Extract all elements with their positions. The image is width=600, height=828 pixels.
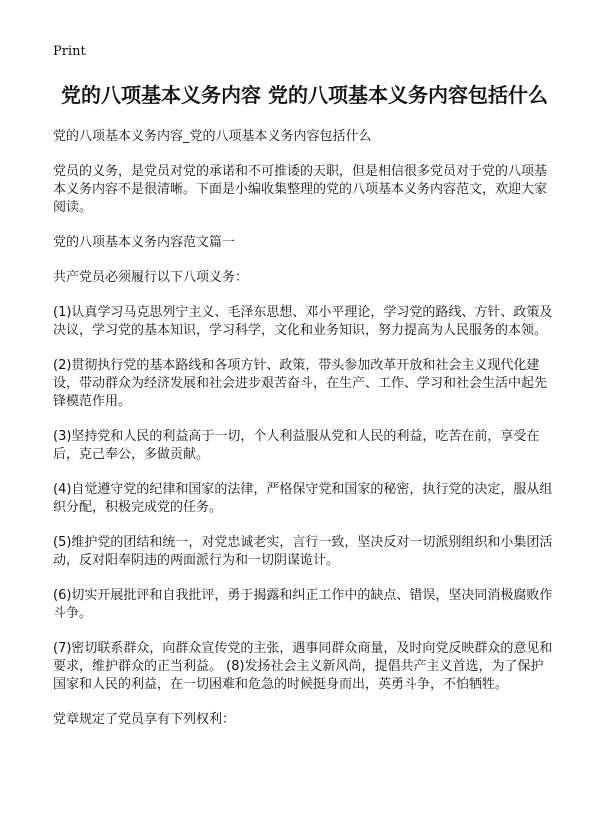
lead-paragraph: 共产党员必须履行以下八项义务： bbox=[53, 270, 249, 285]
duty-item-5: (5)维护党的团结和统一，对党忠诚老实，言行一致，坚决反对一切派别组织和小集团活动，反对阳奉阴违的两面派行为和一切阴谋诡计。 bbox=[53, 535, 553, 568]
duty-item-3: (3)坚持党和人民的利益高于一切，个人利益服从党和人民的利益，吃苦在前，享受在后，克己奉公，多做贡献。 bbox=[53, 429, 540, 462]
print-link[interactable]: Print bbox=[53, 44, 86, 59]
duty-item-2: (2)贯彻执行党的基本路线和各项方针、政策，带头参加改革开放和社会主义现代化建设，带动群众为经济发展和社会进步艰苦奋斗，在生产、工作、学习和社会生活中起先锋模范作用。 bbox=[53, 358, 548, 409]
page-title: 党的八项基本义务内容 党的八项基本义务内容包括什么 bbox=[61, 83, 548, 107]
duty-item-6: (6)切实开展批评和自我批评，勇于揭露和纠正工作中的缺点、错误，坚决同消极腐败作斗争。 bbox=[53, 588, 553, 621]
document-subtitle: 党的八项基本义务内容_党的八项基本义务内容包括什么 bbox=[53, 129, 372, 144]
duty-item-7-8: (7)密切联系群众，向群众宣传党的主张，遇事同群众商量，及时向党反映群众的意见和要求，维护群众的正当利益。 (8)发扬社会主义新风尚，提倡共产主义首选，为了保护国家和人民的利益，在一切困难和危急的时候挺身而出，英勇斗争，不怕牺牲。 bbox=[53, 641, 553, 692]
intro-paragraph: 党员的义务，是党员对党的承诺和不可推诿的天职，但是相信很多党员对于党的八项基本义务内容不是很清晰。下面是小编收集整理的党的八项基本义务内容范文，欢迎大家阅读。 bbox=[53, 164, 548, 215]
section-heading: 党的八项基本义务内容范文篇一 bbox=[53, 235, 236, 250]
duty-item-4: (4)自觉遵守党的纪律和国家的法律，严格保守党和国家的秘密，执行党的决定，服从组织分配，积极完成党的任务。 bbox=[53, 482, 553, 515]
duty-item-1: (1)认真学习马克思列宁主义、毛泽东思想、邓小平理论，学习党的路线、方针、政策及决议，学习党的基本知识，学习科学，文化和业务知识，努力提高为人民服务的本领。 bbox=[53, 305, 553, 338]
closing-paragraph: 党章规定了党员享有下列权利： bbox=[53, 712, 236, 727]
